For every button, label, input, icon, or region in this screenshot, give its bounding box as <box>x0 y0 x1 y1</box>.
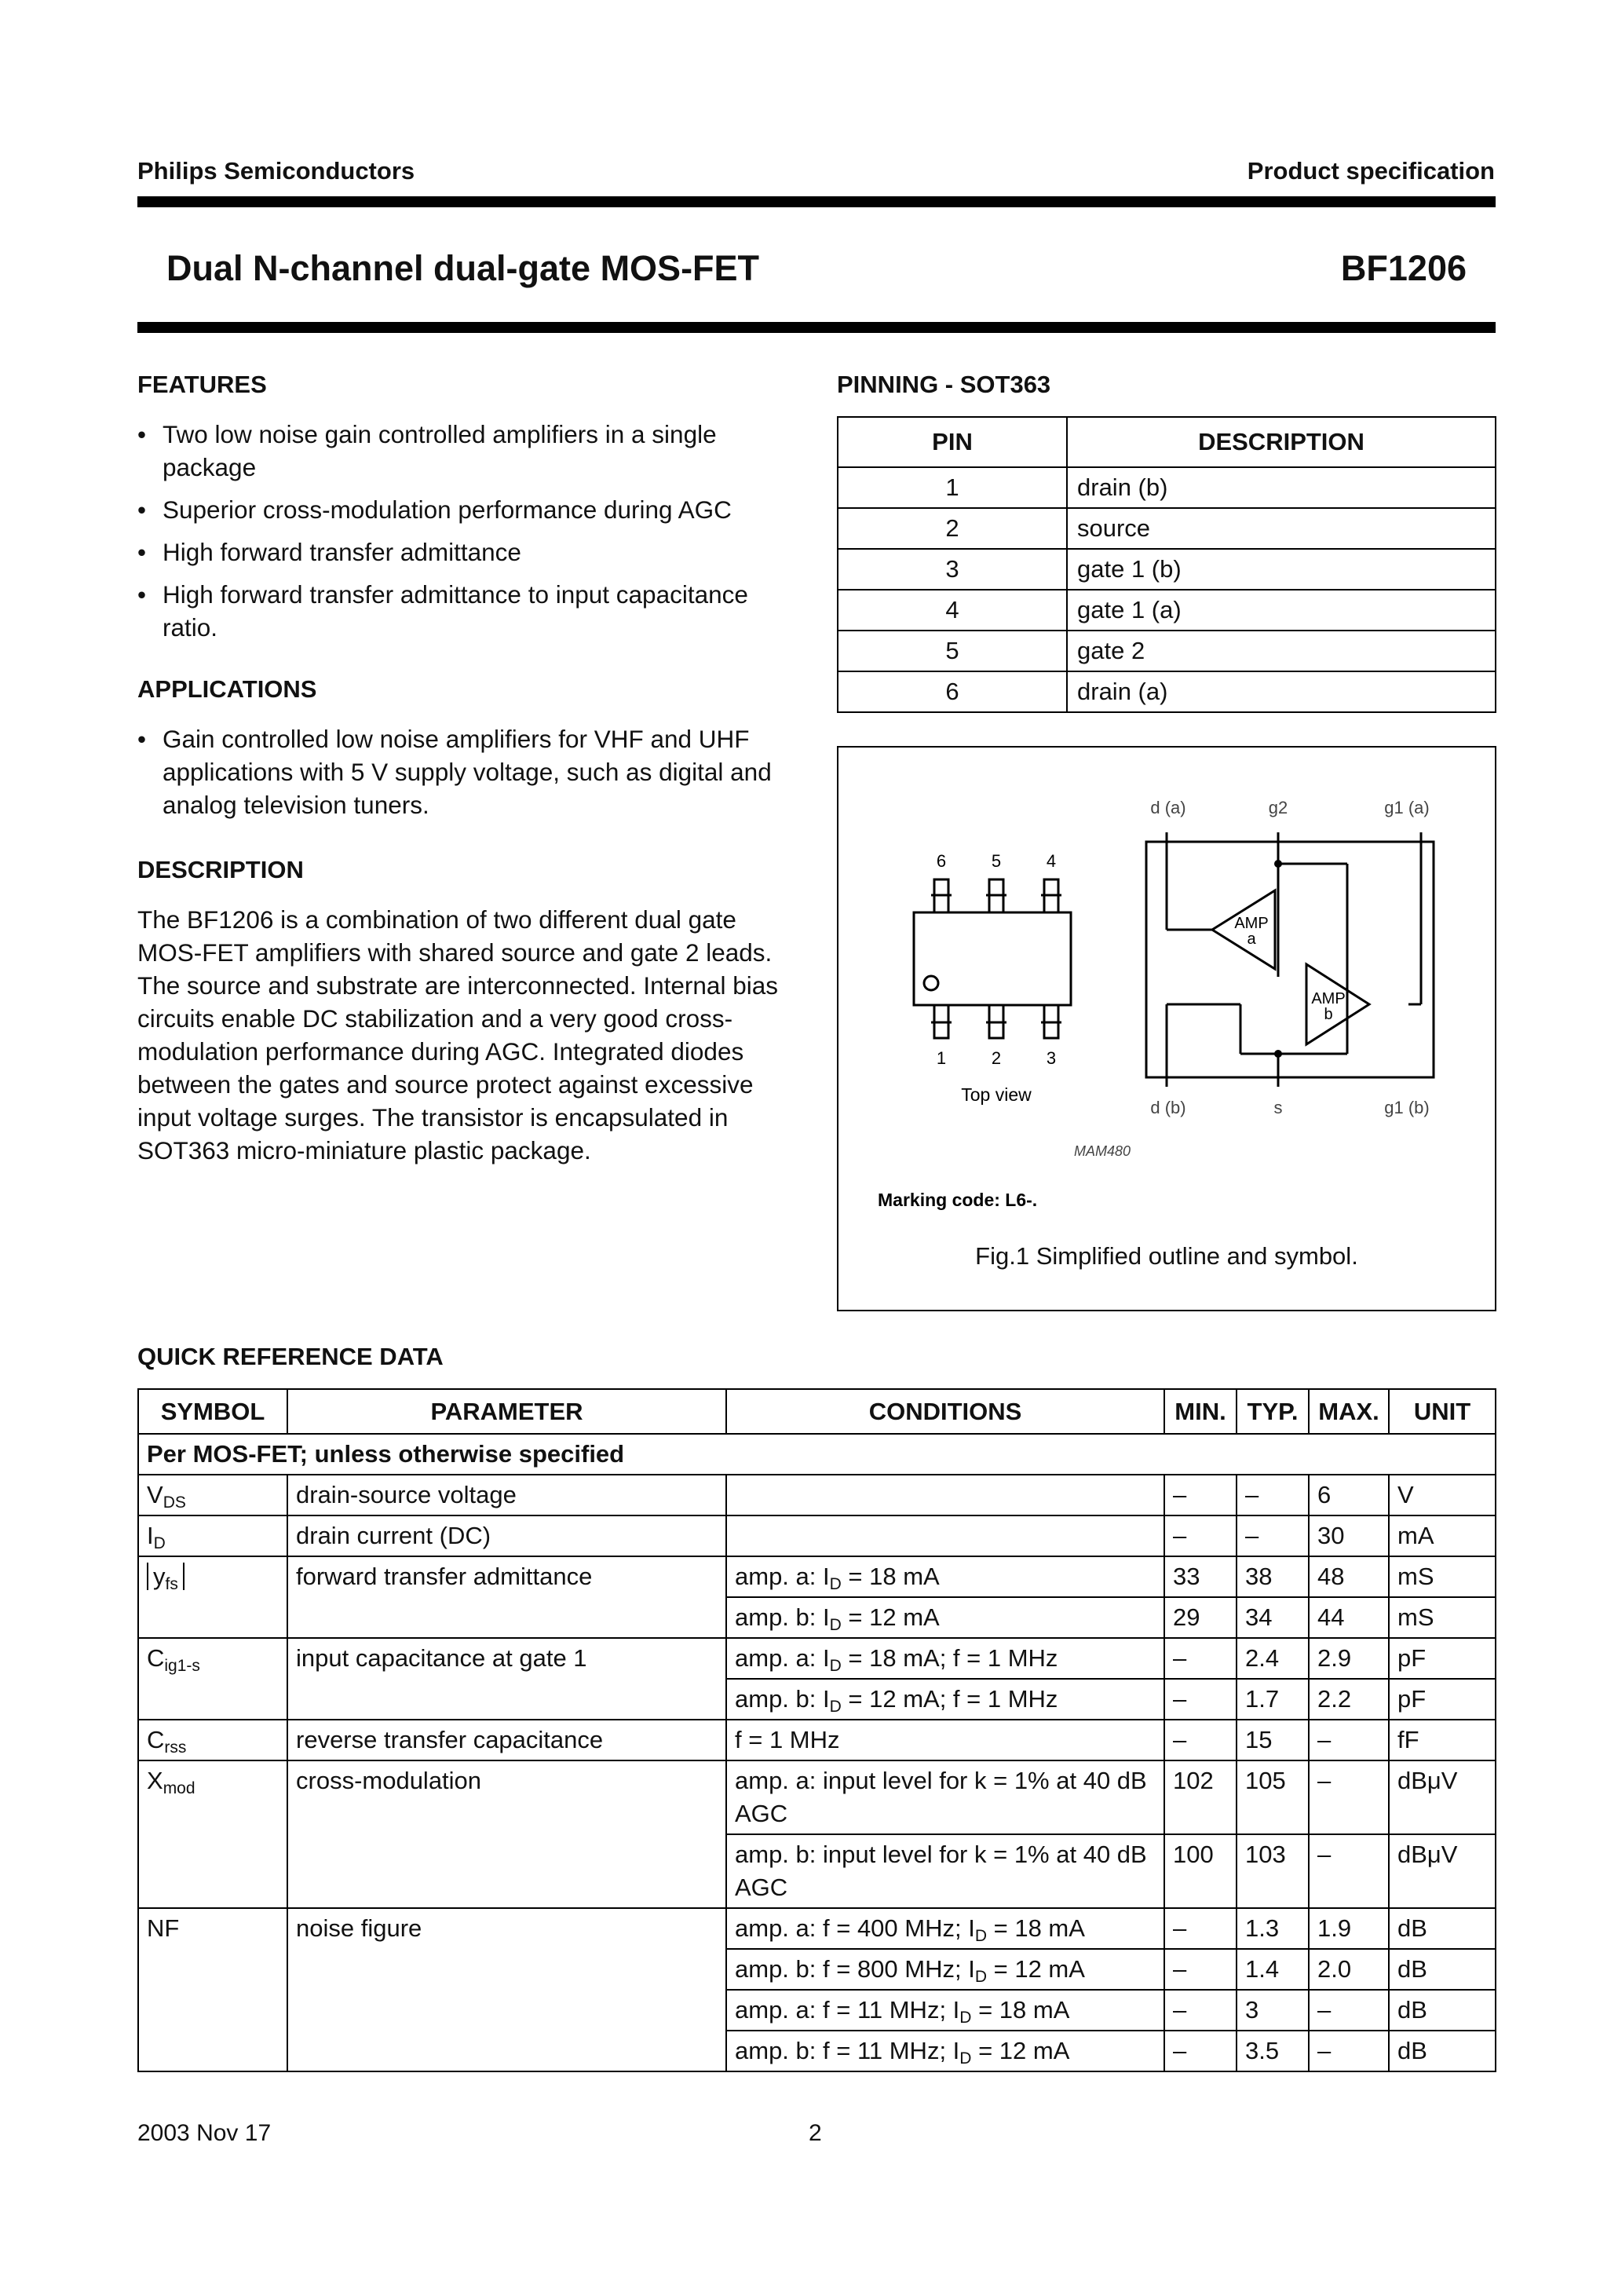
symbol-cell <box>138 1638 287 1720</box>
symbol-sub: fs <box>165 1575 178 1593</box>
col-min: MIN. <box>1164 1389 1237 1434</box>
unit-cell: fF <box>1389 1720 1496 1760</box>
typ-cell: 34 <box>1237 1597 1309 1638</box>
symbol-main: C <box>147 1644 165 1672</box>
sym-label: s <box>1273 1098 1283 1117</box>
pin-desc: drain (a) <box>1067 671 1496 712</box>
max-cell: – <box>1309 1760 1389 1834</box>
cond-cell: amp. a: input level for k = 1% at 40 dB AGC <box>726 1760 1164 1834</box>
param-cell: input capacitance at gate 1 <box>287 1638 726 1720</box>
pin-label: 6 <box>936 851 947 871</box>
table-row <box>138 1638 1496 1679</box>
min-cell: – <box>1164 1475 1237 1515</box>
pin-label: 2 <box>991 1048 1002 1068</box>
sym-label: g1 (b) <box>1384 1098 1430 1117</box>
symbol-cell <box>138 1760 287 1908</box>
amp-a-label: a <box>1247 930 1256 948</box>
cond-sub: D <box>829 1698 842 1716</box>
param-cell: forward transfer admittance <box>287 1556 726 1638</box>
pinning-heading: PINNING - SOT363 <box>837 371 1051 398</box>
table-row <box>138 1515 1496 1556</box>
cond-sub: D <box>974 1968 987 1986</box>
cond-sub: D <box>829 1575 842 1593</box>
col-symbol: SYMBOL <box>138 1389 287 1434</box>
cond-cell <box>726 1679 1164 1720</box>
typ-cell: 103 <box>1237 1834 1309 1908</box>
pin-desc: gate 1 (b) <box>1067 549 1496 590</box>
symbol-abs <box>147 1563 184 1593</box>
cond-cell <box>726 1597 1164 1638</box>
min-cell: 100 <box>1164 1834 1237 1908</box>
unit-cell: dB <box>1389 2031 1496 2071</box>
min-cell: – <box>1164 1990 1237 2031</box>
table-row <box>838 549 1496 590</box>
max-cell: 44 <box>1309 1597 1389 1638</box>
cond-cell <box>726 2031 1164 2071</box>
typ-cell: 3 <box>1237 1990 1309 2031</box>
cond-text: amp. a: I <box>735 1563 830 1590</box>
pin-label: 3 <box>1046 1048 1057 1068</box>
cond-text: = 18 mA; f = 1 MHz <box>841 1644 1058 1672</box>
symbol-main: X <box>147 1767 163 1794</box>
cond-text: = 18 mA <box>841 1563 940 1590</box>
pin-number: 2 <box>838 508 1067 549</box>
list-item: • High forward transfer admittance to input capacitance ratio. <box>137 578 805 644</box>
max-cell: 2.2 <box>1309 1679 1389 1720</box>
company-name: Philips Semiconductors <box>137 157 415 185</box>
min-cell: 33 <box>1164 1556 1237 1597</box>
min-cell: – <box>1164 1908 1237 1949</box>
table-row <box>138 1556 1496 1597</box>
typ-cell: 1.7 <box>1237 1679 1309 1720</box>
table-row <box>138 1908 1496 1949</box>
typ-cell: 3.5 <box>1237 2031 1309 2071</box>
part-number: BF1206 <box>1340 248 1467 288</box>
table-row <box>838 631 1496 671</box>
unit-cell: dB <box>1389 1949 1496 1990</box>
pin-number: 6 <box>838 671 1067 712</box>
cond-cell <box>726 1475 1164 1515</box>
list-item: • Two low noise gain controlled amplifiers in a single package <box>137 418 805 484</box>
cond-text: amp. b: I <box>735 1603 830 1631</box>
cond-cell <box>726 1556 1164 1597</box>
symbol-sub: ig1-s <box>164 1657 200 1675</box>
table-row <box>138 1434 1496 1475</box>
pinning-table <box>837 416 1496 713</box>
symbol-cell <box>138 1475 287 1515</box>
page-title: Dual N-channel dual-gate MOS-FET <box>166 248 760 288</box>
min-cell: – <box>1164 1679 1237 1720</box>
col-pin: PIN <box>838 417 1067 467</box>
min-cell: – <box>1164 2031 1237 2071</box>
cond-sub: D <box>959 2009 972 2027</box>
typ-cell: 15 <box>1237 1720 1309 1760</box>
unit-cell: mA <box>1389 1515 1496 1556</box>
description-text: The BF1206 is a combination of two different dual gate MOS-FET amplifiers with shared source and gate 2 leads. The source and substrate are interconnected. Internal bias circuits enable DC stabilization and a very good cross-modulation performance during AGC. Integrated diodes between the gates and source protect against excessive input voltage surges. The transistor is encapsulated in SOT363 micro-miniature plastic package. <box>137 905 778 1164</box>
table-row <box>838 508 1496 549</box>
features-list <box>137 418 805 644</box>
symbol-main: y <box>153 1563 166 1590</box>
outline-symbol-diagram <box>838 748 1495 1310</box>
pin-number: 1 <box>838 467 1067 508</box>
qrd-heading: QUICK REFERENCE DATA <box>137 1343 444 1370</box>
cond-text: = 12 mA <box>841 1603 940 1631</box>
symbol-sub: D <box>153 1534 166 1552</box>
cond-text: amp. a: f = 400 MHz; I <box>735 1914 975 1942</box>
pin-desc: gate 1 (a) <box>1067 590 1496 631</box>
symbol-cell: NF <box>138 1908 287 2071</box>
param-cell: cross-modulation <box>287 1760 726 1908</box>
symbol-cell <box>138 1556 287 1638</box>
table-header-row <box>138 1389 1496 1434</box>
cond-sub: D <box>829 1616 842 1634</box>
unit-cell: dBμV <box>1389 1834 1496 1908</box>
list-item: • Gain controlled low noise amplifiers for VHF and UHF applications with 5 V supply voltage, such as digital and analog television tuners. <box>137 722 805 821</box>
typ-cell: – <box>1237 1515 1309 1556</box>
table-row <box>838 467 1496 508</box>
sym-label: g1 (a) <box>1384 798 1430 817</box>
col-conditions: CONDITIONS <box>726 1389 1164 1434</box>
max-cell: 48 <box>1309 1556 1389 1597</box>
cond-text: amp. b: f = 11 MHz; I <box>735 2037 960 2064</box>
pin-number: 4 <box>838 590 1067 631</box>
pin-label: 5 <box>991 851 1002 871</box>
typ-cell: – <box>1237 1475 1309 1515</box>
applications-heading: APPLICATIONS <box>137 675 317 703</box>
cond-cell <box>726 1990 1164 2031</box>
title-rule <box>137 322 1496 333</box>
col-unit: UNIT <box>1389 1389 1496 1434</box>
cond-sub: D <box>974 1927 987 1945</box>
list-item: • High forward transfer admittance <box>137 536 805 569</box>
col-description: DESCRIPTION <box>1067 417 1496 467</box>
unit-cell: dBμV <box>1389 1760 1496 1834</box>
cond-text: amp. b: I <box>735 1685 830 1713</box>
sym-label: g2 <box>1268 798 1288 817</box>
marking-code: Marking code: L6-. <box>878 1190 1038 1210</box>
symbol-sub: mod <box>163 1779 195 1797</box>
cond-text: = 18 mA <box>971 1996 1070 2024</box>
figure-box <box>837 746 1496 1311</box>
min-cell: 102 <box>1164 1760 1237 1834</box>
max-cell: – <box>1309 1990 1389 2031</box>
table-row <box>138 1720 1496 1760</box>
table-row <box>138 1760 1496 1834</box>
table-header-row <box>838 417 1496 467</box>
figure-caption: Fig.1 Simplified outline and symbol. <box>975 1242 1358 1270</box>
left-column <box>137 371 805 1167</box>
unit-cell: mS <box>1389 1556 1496 1597</box>
symbol-main: C <box>147 1726 165 1753</box>
package-outline <box>914 879 1071 1038</box>
max-cell: 30 <box>1309 1515 1389 1556</box>
top-view-label: Top view <box>961 1084 1032 1105</box>
sym-label: d (a) <box>1150 798 1186 817</box>
symbol-cell <box>138 1515 287 1556</box>
applications-list <box>137 722 805 821</box>
min-cell: 29 <box>1164 1597 1237 1638</box>
col-typ: TYP. <box>1237 1389 1309 1434</box>
cond-cell <box>726 1949 1164 1990</box>
qrd-table <box>137 1388 1496 2072</box>
cond-text: = 18 mA <box>987 1914 1085 1942</box>
min-cell: – <box>1164 1720 1237 1760</box>
cond-cell: f = 1 MHz <box>726 1720 1164 1760</box>
max-cell: – <box>1309 1720 1389 1760</box>
cond-text: = 12 mA; f = 1 MHz <box>841 1685 1058 1713</box>
max-cell: – <box>1309 2031 1389 2071</box>
symbol-sub: DS <box>163 1493 186 1512</box>
min-cell: – <box>1164 1638 1237 1679</box>
pin-desc: source <box>1067 508 1496 549</box>
symbol-main: I <box>147 1522 154 1549</box>
pin-desc: drain (b) <box>1067 467 1496 508</box>
pin-label: 1 <box>936 1048 947 1068</box>
cond-text: = 12 mA <box>971 2037 1070 2064</box>
symbol-sub: rss <box>164 1738 187 1757</box>
unit-cell: mS <box>1389 1597 1496 1638</box>
page-number: 2 <box>809 2120 822 2146</box>
cond-sub: D <box>959 2049 972 2067</box>
symbol-cell <box>138 1720 287 1760</box>
cond-text: amp. b: f = 800 MHz; I <box>735 1955 975 1983</box>
footer-date: 2003 Nov 17 <box>137 2120 272 2146</box>
table-row <box>838 590 1496 631</box>
description-heading: DESCRIPTION <box>137 856 304 883</box>
pin-number: 3 <box>838 549 1067 590</box>
typ-cell: 1.3 <box>1237 1908 1309 1949</box>
pin-label: 4 <box>1046 851 1057 871</box>
symbol-main: V <box>147 1481 163 1508</box>
col-parameter: PARAMETER <box>287 1389 726 1434</box>
amp-a-label: AMP <box>1234 915 1269 932</box>
sym-label: d (b) <box>1150 1098 1186 1117</box>
unit-cell: pF <box>1389 1638 1496 1679</box>
max-cell: – <box>1309 1834 1389 1908</box>
features-heading: FEATURES <box>137 371 267 398</box>
max-cell: 1.9 <box>1309 1908 1389 1949</box>
unit-cell: dB <box>1389 1908 1496 1949</box>
param-cell: drain current (DC) <box>287 1515 726 1556</box>
table-row <box>838 671 1496 712</box>
cond-sub: D <box>829 1657 842 1675</box>
table-row <box>138 1475 1496 1515</box>
pin-number: 5 <box>838 631 1067 671</box>
cond-cell: amp. b: input level for k = 1% at 40 dB AGC <box>726 1834 1164 1908</box>
amp-b-label: AMP <box>1311 990 1346 1007</box>
col-max: MAX. <box>1309 1389 1389 1434</box>
max-cell: 2.9 <box>1309 1638 1389 1679</box>
min-cell: – <box>1164 1515 1237 1556</box>
typ-cell: 38 <box>1237 1556 1309 1597</box>
list-item: • Superior cross-modulation performance during AGC <box>137 493 805 526</box>
cond-cell <box>726 1638 1164 1679</box>
param-cell: reverse transfer capacitance <box>287 1720 726 1760</box>
cond-text: amp. a: I <box>735 1644 830 1672</box>
amp-b-label: b <box>1324 1006 1333 1023</box>
cond-text: = 12 mA <box>987 1955 1085 1983</box>
param-cell: drain-source voltage <box>287 1475 726 1515</box>
pin-desc: gate 2 <box>1067 631 1496 671</box>
cond-cell <box>726 1515 1164 1556</box>
max-cell: 6 <box>1309 1475 1389 1515</box>
header-rule <box>137 196 1496 207</box>
typ-cell: 105 <box>1237 1760 1309 1834</box>
table-subheading: Per MOS-FET; unless otherwise specified <box>138 1434 1496 1475</box>
min-cell: – <box>1164 1949 1237 1990</box>
unit-cell: V <box>1389 1475 1496 1515</box>
cond-text: amp. a: f = 11 MHz; I <box>735 1996 960 2024</box>
circuit-symbol <box>1146 832 1434 1087</box>
typ-cell: 2.4 <box>1237 1638 1309 1679</box>
cond-cell <box>726 1908 1164 1949</box>
unit-cell: dB <box>1389 1990 1496 2031</box>
param-cell: noise figure <box>287 1908 726 2071</box>
max-cell: 2.0 <box>1309 1949 1389 1990</box>
unit-cell: pF <box>1389 1679 1496 1720</box>
figure-ref: MAM480 <box>1074 1143 1131 1159</box>
doc-type: Product specification <box>1247 157 1495 185</box>
typ-cell: 1.4 <box>1237 1949 1309 1990</box>
